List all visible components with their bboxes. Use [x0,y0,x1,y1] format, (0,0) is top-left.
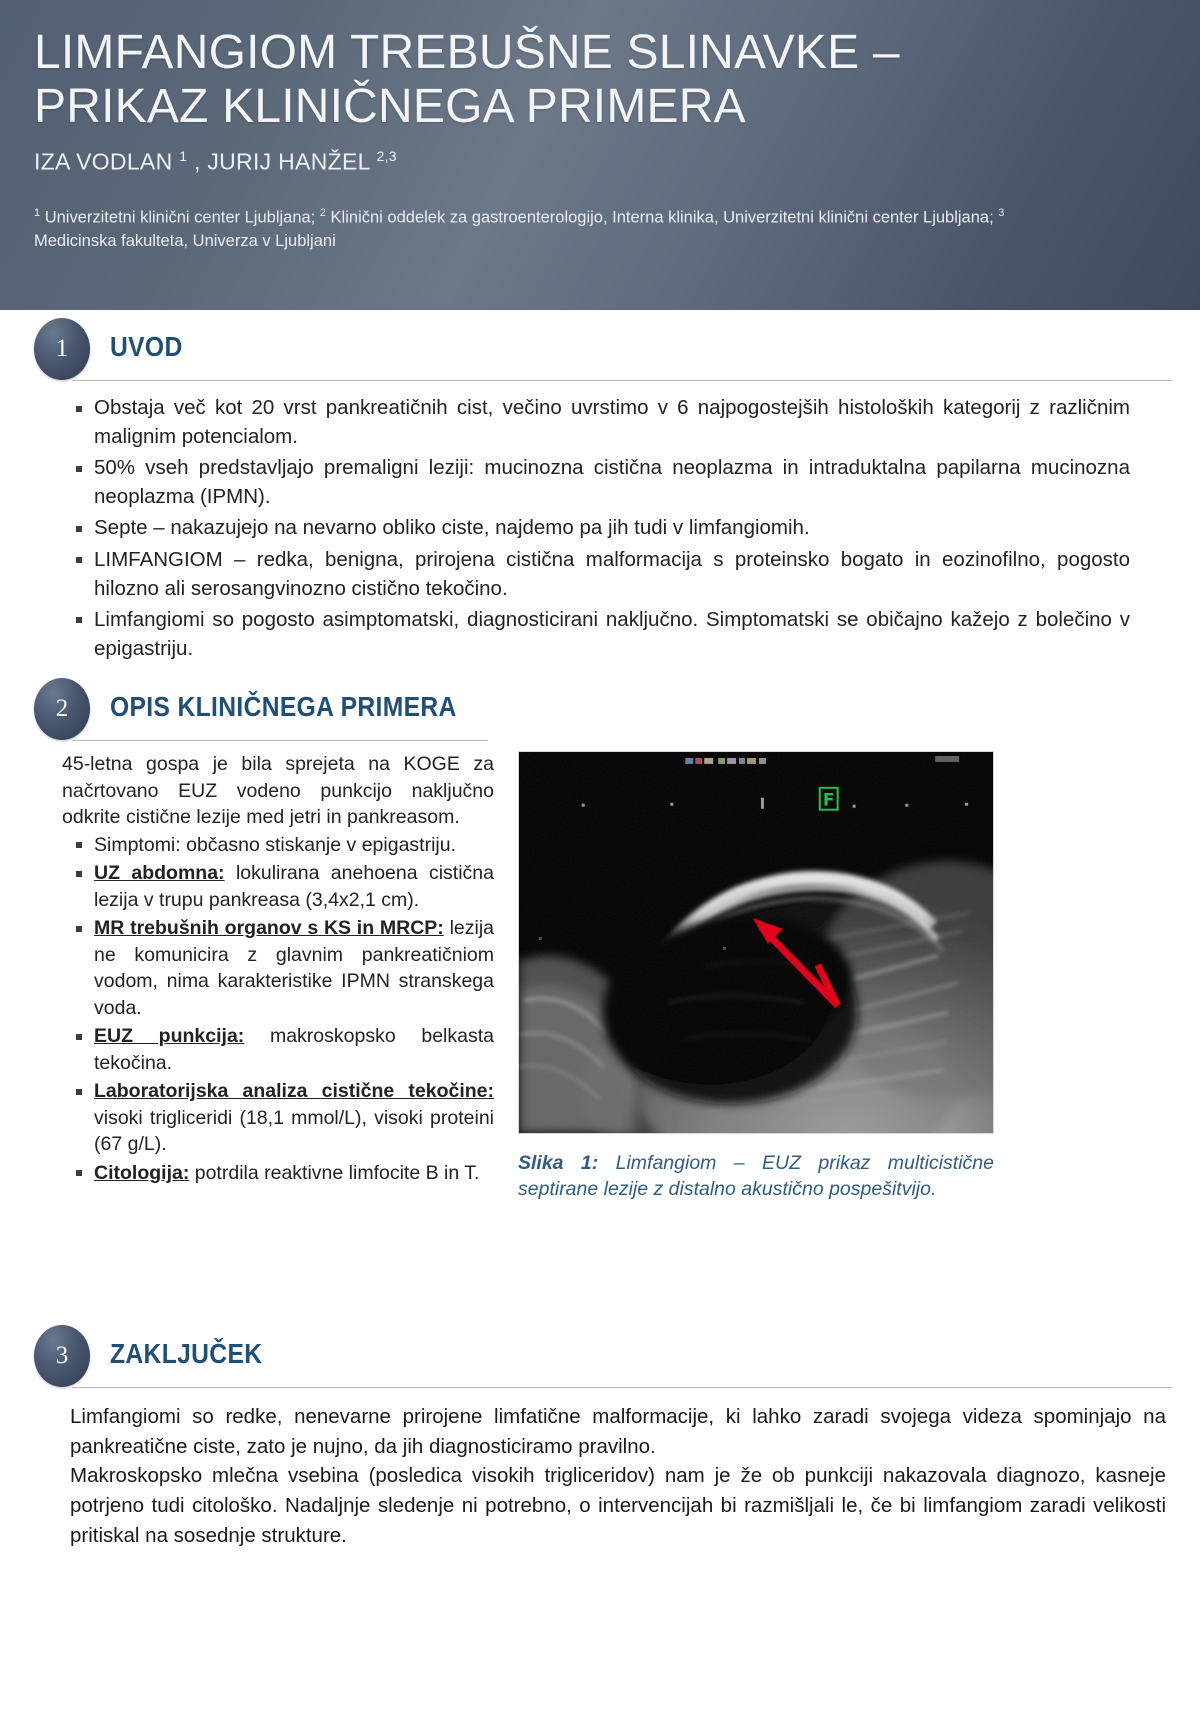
section-2-header [0,678,1200,740]
affil-marker-3: 3 [998,207,1005,220]
bullet-label: MR trebušnih organov s KS in MRCP: [94,917,444,940]
author-1-name: IZA VODLAN [34,149,180,176]
affil-text-1: Univerzitetni klinični center Ljubljana; [40,208,320,227]
list-item: Obstaja več kot 20 vrst pankreatičnih cist, večino uvrstimo v 6 najpogostejših histoloških kategorij z različnim malignim potencialom. [62,393,1130,451]
bullet-text: potrdila reaktivne limfocite B in T. [189,1161,480,1184]
ultrasound-rendering [519,752,993,1133]
title-line-1: LIMFANGIOM TREBUŠNE SLINAVKE – [34,26,900,79]
list-item: 50% vseh predstavljajo premaligni leziji: mucinozna cistična neoplazma in intraduktalna papilarna mucinozna neoplazma (IPMN). [62,453,1130,511]
section-2-divider [72,740,488,741]
page-title [34,26,1094,134]
author-2-affil-marker: 2,3 [376,148,397,165]
title-line-2: PRIKAZ KLINIČNEGA PRIMERA [34,80,746,134]
figure-column [514,751,1172,1203]
section-3-body [70,1402,1166,1551]
conclusion-paragraph-1: Limfangiomi so redke, nenevarne prirojene limfatične malformacije, ki lahko zaradi svojega videza spominjajo na pankreatične ciste, zato je nujno, da jih diagnosticiramo pravilno. [70,1405,1166,1458]
list-item [62,915,494,1021]
section-3-title: ZAKLJUČEK [110,1338,263,1369]
ultrasound-image [518,751,994,1134]
bullet-label: Citologija: [94,1161,190,1184]
case-lead-paragraph: 45-letna gospa je bila sprejeta na KOGE za načrtovano EUZ vodeno punkcijo naključno odkrite cistične lezije med jetri in pankreasom. [62,753,494,829]
ultrasound-figure [518,751,994,1203]
affil-text-2: Klinični oddelek za gastroenterologijo, Interna klinika, Univerzitetni klinični center Ljubljana; [325,208,999,227]
figure-caption-text: Limfangiom – EUZ prikaz multicistične septirane lezije z distalno akustično pospešitvijo. [518,1152,994,1201]
affil-marker-1: 1 [34,207,41,220]
section-1-number-badge: 1 [34,318,90,380]
section-3-divider [72,1387,1172,1388]
bullet-text: lokulirana anehoena cistična lezija v trupu pankreasa (3,4x2,1 cm). [94,862,494,911]
list-item [62,1078,494,1158]
list-item: LIMFANGIOM – redka, benigna, prirojena cistična malformacija s proteinsko bogato in eozinofilno, pogosto hilozno ali serosangvinozno cistično tekočino. [62,545,1130,603]
conclusion-paragraph-2: Makroskopsko mlečna vsebina (posledica visokih trigliceridov) nam je že ob punkciji nakazovala diagnozo, kasneje potrjeno tudi citološko. Nadaljnje sledenje ni potrebno, o intervencijah bi razmišljali le, če bi limfangiom zaradi velikosti pritiskal na sosednje strukture. [70,1464,1166,1547]
case-description-column [62,751,494,1203]
bullet-text: lezija ne komunicira z glavnim pankreatičniom vodom, nima karakteristike IPMN stranskega voda. [94,917,495,1019]
figure-caption-label: Slika 1: [518,1152,599,1174]
poster-header [0,0,1200,310]
svg-text:F: F [822,789,835,810]
affiliations [34,206,1044,253]
bullet-label: UZ abdomna: [94,862,225,885]
section-1-divider [72,380,1172,381]
list-item: Limfangiomi so pogosto asimptomatski, diagnosticirani naključno. Simptomatski se običajno kažejo z bolečino v epigastriju. [62,605,1130,663]
section-uvod [0,318,1200,665]
section-2-number-badge: 2 [34,678,90,740]
section-1-title: UVOD [110,331,183,362]
section-2-columns [62,751,1172,1203]
bullet-text: Simptomi: občasno stiskanje v epigastriju. [94,833,456,856]
author-list [34,148,1166,176]
list-item [62,832,494,859]
bullet-text: makroskopsko belkasta tekočina. [94,1025,494,1074]
author-1-affil-marker: 1 [179,148,188,165]
list-item [62,860,494,913]
section-3-header [0,1325,1200,1387]
section-zakljucek [0,1325,1200,1551]
uvod-bullet-list [62,393,1130,663]
section-1-header [0,318,1200,380]
list-item: Septe – nakazujejo na nevarno obliko ciste, najdemo pa jih tudi v limfangiomih. [62,513,1130,542]
author-separator: , JURIJ HANŽEL [187,149,377,176]
bullet-label: EUZ punkcija: [94,1025,245,1048]
bullet-text: visoki trigliceridi (18,1 mmol/L), visoki proteini (67 g/L). [94,1106,494,1156]
bullet-label: Laboratorijska analiza cistične tekočine: [94,1080,494,1103]
case-bullet-list [62,832,494,1187]
section-3-number-badge: 3 [34,1325,90,1387]
affil-text-3: Medicinska fakulteta, Univerza v Ljubljani [34,232,336,251]
figure-caption [518,1150,994,1203]
section-1-body [62,393,1130,663]
affil-marker-2: 2 [319,207,326,220]
section-opis-klinicnega-primera [0,678,1200,1203]
list-item [62,1023,494,1076]
list-item [62,1160,494,1187]
section-2-title: OPIS KLINIČNEGA PRIMERA [110,691,457,722]
